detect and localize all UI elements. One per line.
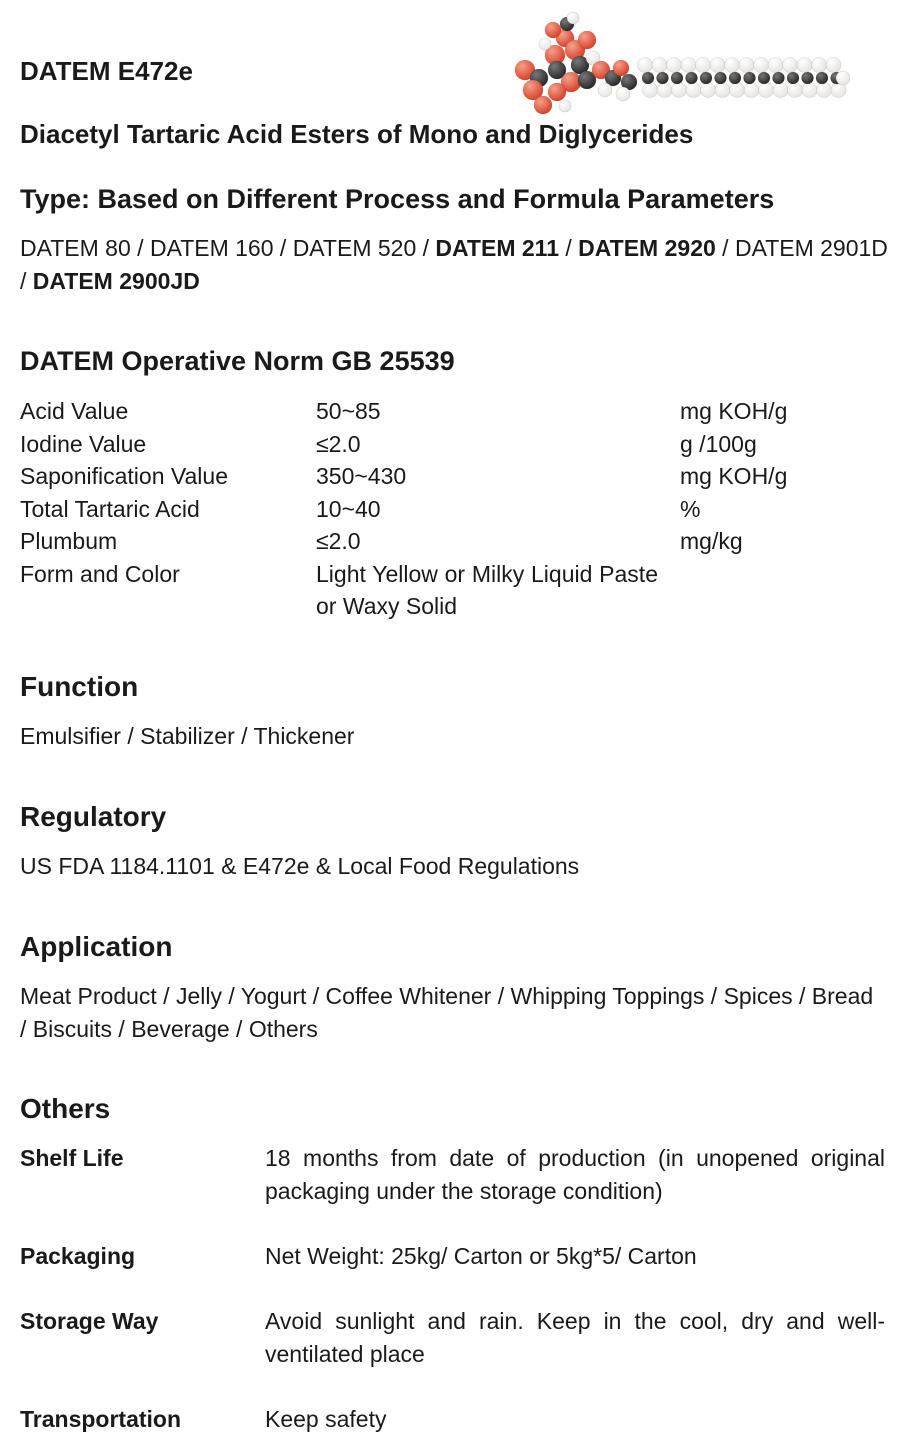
type-item: DATEM 520 [292, 235, 417, 261]
type-separator: / [416, 235, 436, 261]
others-label: Storage Way [20, 1308, 159, 1334]
type-separator: / [558, 235, 579, 261]
norm-param: Form and Color [20, 560, 180, 587]
regulatory-text: US FDA 1184.1101 & E472e & Local Food Regulations [20, 853, 580, 879]
type-list [20, 232, 890, 297]
others-heading: Others [20, 1093, 111, 1124]
norm-unit: g /100g [680, 430, 757, 457]
type-separator: / [20, 267, 33, 294]
function-text: Emulsifier / Stabilizer / Thickener [20, 723, 355, 749]
norm-unit: mg KOH/g [680, 398, 788, 424]
molecule-model-icon [505, 10, 850, 118]
application-text: Meat Product / Jelly / Yogurt / Coffee Whitener / Whipping Toppings / Spices / Bread / Biscuits / Beverage / Others [20, 983, 874, 1042]
norm-value: 50~85 [316, 398, 381, 424]
product-full-name: Diacetyl Tartaric Acid Esters of Mono and Diglycerides [20, 119, 694, 149]
type-item: DATEM 2920 [578, 235, 716, 261]
norm-unit: mg KOH/g [680, 463, 788, 489]
type-separator: / [273, 235, 293, 261]
type-item: DATEM 211 [435, 235, 559, 261]
norm-param: Acid Value [20, 398, 129, 424]
application-heading: Application [20, 931, 173, 962]
others-value: Net Weight: 25kg/ Carton or 5kg*5/ Carton [265, 1243, 697, 1269]
norm-param: Iodine Value [20, 430, 147, 457]
norm-param: Saponification Value [20, 463, 228, 489]
norm-value: ≤2.0 [316, 528, 361, 554]
others-value: Avoid sunlight and rain. Keep in the cool, dry and well-ventilated place [265, 1308, 885, 1367]
norm-value: Light Yellow or Milky Liquid Paste or Waxy Solid [316, 560, 658, 619]
type-separator: / [715, 235, 735, 261]
norm-value: 10~40 [316, 495, 381, 522]
norm-param: Total Tartaric Acid [20, 495, 200, 522]
others-value: 18 months from date of production (in unopened original packaging under the storage condition) [265, 1145, 885, 1204]
type-separator: / [130, 235, 150, 261]
product-code: DATEM E472e [20, 56, 193, 86]
norm-value: ≤2.0 [316, 430, 361, 457]
others-label: Transportation [20, 1406, 182, 1432]
type-item: DATEM 2900JD [32, 267, 200, 294]
type-item: DATEM 160 [149, 235, 274, 261]
others-label: Shelf Life [20, 1145, 124, 1171]
regulatory-heading: Regulatory [20, 801, 167, 832]
norm-value: 350~430 [316, 463, 407, 489]
function-heading: Function [20, 671, 139, 702]
others-value: Keep safety [265, 1406, 387, 1432]
type-heading: Type: Based on Different Process and Formula Parameters [20, 184, 775, 214]
norm-unit: % [680, 495, 701, 522]
type-item: DATEM 80 [20, 235, 131, 261]
norm-heading: DATEM Operative Norm GB 25539 [20, 346, 455, 376]
type-item: DATEM 2901D [734, 235, 888, 261]
norm-unit: mg/kg [680, 528, 743, 554]
norm-param: Plumbum [20, 528, 118, 554]
others-label: Packaging [20, 1243, 136, 1269]
